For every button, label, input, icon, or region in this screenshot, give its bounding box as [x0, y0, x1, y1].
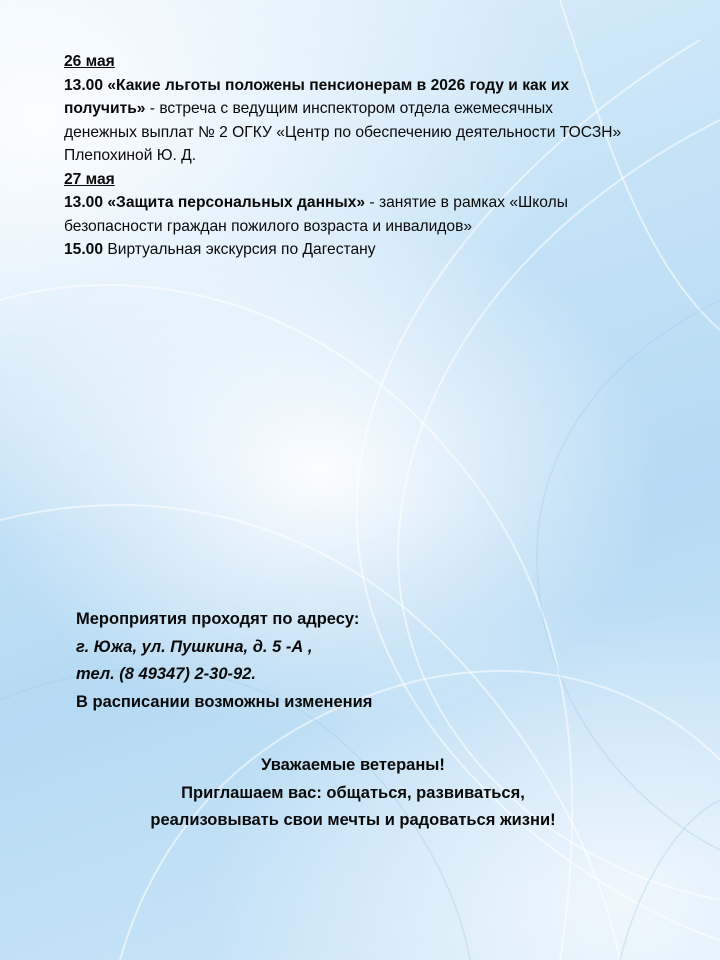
address-phone: тел. (8 49347) 2-30-92.: [76, 665, 256, 683]
event-description: - встреча с ведущим инспектором отдела ежемесячных денежных выплат № 2 ОГКУ «Центр по обеспечению деятельности ТОСЗН» Плепохиной Ю. Д.: [64, 100, 622, 164]
address-street: г. Южа, ул. Пушкина, д. 5 -А ,: [76, 637, 313, 656]
event-description: Виртуальная экскурсия по Дагестану: [103, 241, 376, 258]
event-virtual-tour: [64, 238, 624, 262]
date-may-27: 27 мая: [64, 170, 115, 188]
address-heading: Мероприятия проходят по адресу:: [76, 610, 360, 628]
schedule-change-note: В расписании возможны изменения: [76, 692, 373, 711]
event-time: 13.00: [64, 76, 104, 94]
greeting-section: [0, 752, 706, 835]
event-description: - занятие в рамках «Школы безопасности граждан пожилого возраста и инвалидов»: [64, 194, 568, 235]
event-title: «Защита персональных данных»: [107, 194, 366, 211]
date-may-26: 26 мая: [64, 53, 115, 70]
event-time: 15.00: [64, 241, 104, 258]
greeting-line-3: реализовывать свои мечты и радоваться жизни!: [150, 811, 556, 829]
event-title: «Какие льготы положены пенсионерам в 2026 году и как их получить»: [64, 76, 570, 117]
event-time: 13.00: [64, 194, 104, 211]
greeting-line-1: Уважаемые ветераны!: [261, 756, 445, 774]
event-benefits-pensioners: [64, 74, 624, 168]
event-data-protection: [64, 191, 624, 238]
schedule-section: [64, 50, 624, 262]
address-section: [76, 606, 636, 716]
greeting-line-2: Приглашаем вас: общаться, развиваться,: [181, 783, 525, 802]
